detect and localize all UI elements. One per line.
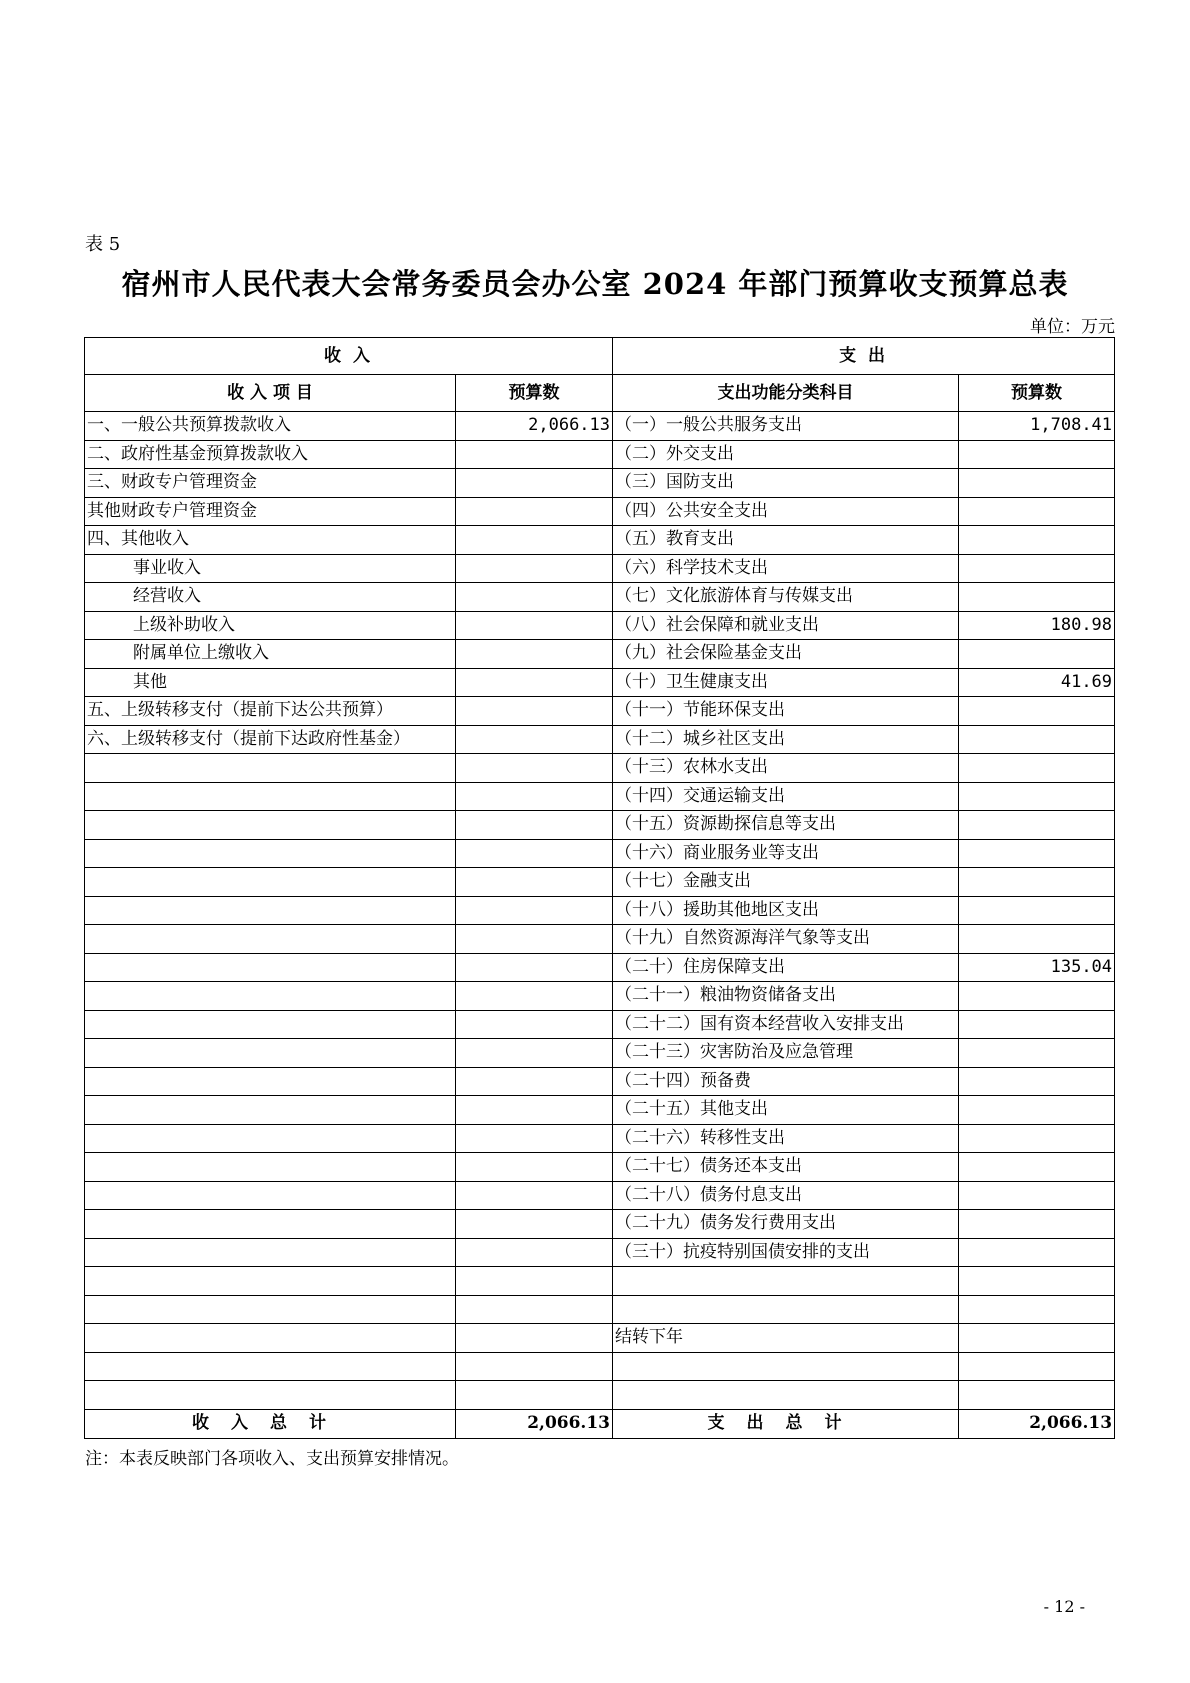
- income-item-cell: [85, 754, 456, 783]
- income-amount-cell: [456, 554, 613, 583]
- income-group-header: 收 入: [85, 338, 613, 375]
- table-row: [85, 811, 1115, 840]
- income-amount-cell: [456, 1295, 613, 1324]
- table-row: [85, 782, 1115, 811]
- expense-amount-cell: [959, 1010, 1115, 1039]
- income-item-cell: [85, 1067, 456, 1096]
- expense-amount-cell: [959, 640, 1115, 669]
- expense-amount-cell: [959, 1039, 1115, 1068]
- table-row: [85, 1295, 1115, 1324]
- total-row: [85, 1409, 1115, 1438]
- income-amount-cell: [456, 640, 613, 669]
- income-amount-header: 预算数: [456, 375, 613, 412]
- expense-item-cell: （十六）商业服务业等支出: [613, 839, 959, 868]
- expense-item-cell: （十三）农林水支出: [613, 754, 959, 783]
- expense-item-cell: （十八）援助其他地区支出: [613, 896, 959, 925]
- expense-item-cell: （五）教育支出: [613, 526, 959, 555]
- income-amount-cell: [456, 583, 613, 612]
- income-item-cell: 其他: [85, 668, 456, 697]
- income-amount-cell: [456, 925, 613, 954]
- expense-amount-cell: [959, 583, 1115, 612]
- expense-amount-cell: [959, 497, 1115, 526]
- table-row: [85, 583, 1115, 612]
- table-row: [85, 640, 1115, 669]
- expense-total-label: 支出总计: [613, 1409, 959, 1438]
- table-row: [85, 1381, 1115, 1410]
- income-item-cell: [85, 1267, 456, 1296]
- income-item-cell: [85, 1324, 456, 1353]
- expense-amount-cell: 1,708.41: [959, 412, 1115, 441]
- budget-summary-table: [84, 337, 1115, 1439]
- table-row: [85, 1352, 1115, 1381]
- expense-amount-cell: [959, 440, 1115, 469]
- income-item-cell: [85, 896, 456, 925]
- table-row: [85, 754, 1115, 783]
- footnote: 注：本表反映部门各项收入、支出预算安排情况。: [85, 1449, 459, 1469]
- table-row: [85, 1153, 1115, 1182]
- expense-item-cell: （十二）城乡社区支出: [613, 725, 959, 754]
- expense-amount-header: 预算数: [959, 375, 1115, 412]
- income-item-header: 收 入 项 目: [85, 375, 456, 412]
- expense-amount-cell: [959, 697, 1115, 726]
- expense-item-header: 支出功能分类科目: [613, 375, 959, 412]
- expense-amount-cell: [959, 725, 1115, 754]
- income-amount-cell: [456, 1238, 613, 1267]
- expense-item-cell: （三十）抗疫特别国债安排的支出: [613, 1238, 959, 1267]
- expense-item-cell: （一）一般公共服务支出: [613, 412, 959, 441]
- income-item-cell: [85, 868, 456, 897]
- expense-amount-cell: [959, 896, 1115, 925]
- expense-amount-cell: [959, 1381, 1115, 1410]
- table-row: [85, 1210, 1115, 1239]
- table-body: [85, 412, 1115, 1410]
- expense-item-cell: （二十九）债务发行费用支出: [613, 1210, 959, 1239]
- expense-item-cell: （八）社会保障和就业支出: [613, 611, 959, 640]
- income-item-cell: 四、其他收入: [85, 526, 456, 555]
- expense-item-cell: （二十八）债务付息支出: [613, 1181, 959, 1210]
- income-item-cell: [85, 1010, 456, 1039]
- expense-amount-cell: [959, 1267, 1115, 1296]
- table-row: [85, 1039, 1115, 1068]
- expense-item-cell: （六）科学技术支出: [613, 554, 959, 583]
- income-total-amount: 2,066.13: [456, 1409, 613, 1438]
- expense-amount-cell: [959, 526, 1115, 555]
- table-row: [85, 668, 1115, 697]
- income-amount-cell: [456, 839, 613, 868]
- expense-item-cell: 结转下年: [613, 1324, 959, 1353]
- expense-amount-cell: [959, 1210, 1115, 1239]
- expense-item-cell: （二十二）国有资本经营收入安排支出: [613, 1010, 959, 1039]
- income-amount-cell: [456, 469, 613, 498]
- income-item-cell: [85, 953, 456, 982]
- expense-item-cell: （二十六）转移性支出: [613, 1124, 959, 1153]
- income-item-cell: [85, 1381, 456, 1410]
- expense-item-cell: （二十五）其他支出: [613, 1096, 959, 1125]
- income-amount-cell: 2,066.13: [456, 412, 613, 441]
- income-item-cell: [85, 1096, 456, 1125]
- income-item-cell: [85, 925, 456, 954]
- table-row: [85, 1124, 1115, 1153]
- income-item-cell: 事业收入: [85, 554, 456, 583]
- expense-amount-cell: [959, 469, 1115, 498]
- expense-item-cell: [613, 1381, 959, 1410]
- expense-item-cell: （十）卫生健康支出: [613, 668, 959, 697]
- expense-amount-cell: [959, 868, 1115, 897]
- table-row: [85, 697, 1115, 726]
- table-column-header-row: [85, 375, 1115, 412]
- table-row: [85, 1238, 1115, 1267]
- income-amount-cell: [456, 497, 613, 526]
- expense-item-cell: （二）外交支出: [613, 440, 959, 469]
- expense-amount-cell: [959, 1352, 1115, 1381]
- income-item-cell: [85, 1181, 456, 1210]
- expense-amount-cell: [959, 1096, 1115, 1125]
- income-item-cell: 二、政府性基金预算拨款收入: [85, 440, 456, 469]
- income-amount-cell: [456, 526, 613, 555]
- expense-amount-cell: [959, 1153, 1115, 1182]
- table-row: [85, 469, 1115, 498]
- income-amount-cell: [456, 754, 613, 783]
- expense-amount-cell: [959, 1324, 1115, 1353]
- expense-item-cell: （十七）金融支出: [613, 868, 959, 897]
- expense-item-cell: （七）文化旅游体育与传媒支出: [613, 583, 959, 612]
- income-amount-cell: [456, 868, 613, 897]
- income-amount-cell: [456, 440, 613, 469]
- expense-amount-cell: [959, 1238, 1115, 1267]
- income-item-cell: [85, 782, 456, 811]
- income-item-cell: 经营收入: [85, 583, 456, 612]
- table-row: [85, 839, 1115, 868]
- income-item-cell: 五、上级转移支付（提前下达公共预算）: [85, 697, 456, 726]
- table-row: [85, 1010, 1115, 1039]
- expense-item-cell: （十九）自然资源海洋气象等支出: [613, 925, 959, 954]
- table-group-header-row: [85, 338, 1115, 375]
- table-row: [85, 412, 1115, 441]
- expense-amount-cell: [959, 1067, 1115, 1096]
- income-amount-cell: [456, 811, 613, 840]
- expense-item-cell: （三）国防支出: [613, 469, 959, 498]
- table-row: [85, 440, 1115, 469]
- table-row: [85, 1181, 1115, 1210]
- income-amount-cell: [456, 1039, 613, 1068]
- expense-item-cell: （十五）资源勘探信息等支出: [613, 811, 959, 840]
- income-amount-cell: [456, 1267, 613, 1296]
- income-amount-cell: [456, 1096, 613, 1125]
- page-title: 宿州市人民代表大会常务委员会办公室 2024 年部门预算收支预算总表: [121, 267, 1069, 301]
- expense-amount-cell: [959, 1295, 1115, 1324]
- expense-amount-cell: [959, 839, 1115, 868]
- table-row: [85, 1267, 1115, 1296]
- income-item-cell: [85, 1210, 456, 1239]
- expense-item-cell: （十四）交通运输支出: [613, 782, 959, 811]
- income-amount-cell: [456, 611, 613, 640]
- table-row: [85, 925, 1115, 954]
- expense-amount-cell: [959, 1181, 1115, 1210]
- expense-amount-cell: [959, 925, 1115, 954]
- income-item-cell: [85, 1352, 456, 1381]
- expense-item-cell: （十一）节能环保支出: [613, 697, 959, 726]
- table-row: [85, 982, 1115, 1011]
- income-amount-cell: [456, 1153, 613, 1182]
- page-number: - 12 -: [1043, 1597, 1085, 1616]
- income-amount-cell: [456, 896, 613, 925]
- income-amount-cell: [456, 982, 613, 1011]
- income-item-cell: 附属单位上缴收入: [85, 640, 456, 669]
- income-total-label: 收入总计: [85, 1409, 456, 1438]
- expense-amount-cell: 135.04: [959, 953, 1115, 982]
- expense-amount-cell: 41.69: [959, 668, 1115, 697]
- income-item-cell: [85, 1153, 456, 1182]
- expense-amount-cell: [959, 782, 1115, 811]
- income-amount-cell: [456, 1381, 613, 1410]
- income-item-cell: [85, 811, 456, 840]
- income-amount-cell: [456, 668, 613, 697]
- income-amount-cell: [456, 1010, 613, 1039]
- income-amount-cell: [456, 1352, 613, 1381]
- table-row: [85, 554, 1115, 583]
- table-row: [85, 1324, 1115, 1353]
- table-row: [85, 611, 1115, 640]
- income-item-cell: 其他财政专户管理资金: [85, 497, 456, 526]
- income-item-cell: 六、上级转移支付（提前下达政府性基金）: [85, 725, 456, 754]
- income-item-cell: [85, 1238, 456, 1267]
- expense-item-cell: （二十一）粮油物资储备支出: [613, 982, 959, 1011]
- table-row: [85, 1096, 1115, 1125]
- income-item-cell: [85, 982, 456, 1011]
- expense-amount-cell: [959, 554, 1115, 583]
- table-row: [85, 868, 1115, 897]
- table-label: 表 5: [85, 234, 121, 255]
- income-amount-cell: [456, 953, 613, 982]
- table-row: [85, 953, 1115, 982]
- table-row: [85, 725, 1115, 754]
- expense-amount-cell: [959, 982, 1115, 1011]
- expense-item-cell: （四）公共安全支出: [613, 497, 959, 526]
- income-amount-cell: [456, 725, 613, 754]
- expense-group-header: 支 出: [613, 338, 1115, 375]
- table-row: [85, 526, 1115, 555]
- income-amount-cell: [456, 1181, 613, 1210]
- income-amount-cell: [456, 782, 613, 811]
- income-amount-cell: [456, 1324, 613, 1353]
- expense-item-cell: （二十）住房保障支出: [613, 953, 959, 982]
- income-amount-cell: [456, 1067, 613, 1096]
- income-amount-cell: [456, 1124, 613, 1153]
- unit-label: 单位：万元: [1030, 317, 1115, 337]
- expense-item-cell: （二十七）债务还本支出: [613, 1153, 959, 1182]
- expense-item-cell: [613, 1295, 959, 1324]
- expense-total-amount: 2,066.13: [959, 1409, 1115, 1438]
- income-item-cell: 三、财政专户管理资金: [85, 469, 456, 498]
- income-item-cell: 一、一般公共预算拨款收入: [85, 412, 456, 441]
- expense-item-cell: [613, 1267, 959, 1296]
- expense-item-cell: （九）社会保险基金支出: [613, 640, 959, 669]
- income-item-cell: [85, 1039, 456, 1068]
- income-amount-cell: [456, 1210, 613, 1239]
- income-item-cell: [85, 839, 456, 868]
- expense-item-cell: （二十三）灾害防治及应急管理: [613, 1039, 959, 1068]
- expense-amount-cell: 180.98: [959, 611, 1115, 640]
- table-row: [85, 1067, 1115, 1096]
- expense-amount-cell: [959, 811, 1115, 840]
- income-item-cell: [85, 1295, 456, 1324]
- expense-item-cell: （二十四）预备费: [613, 1067, 959, 1096]
- expense-amount-cell: [959, 754, 1115, 783]
- expense-amount-cell: [959, 1124, 1115, 1153]
- expense-item-cell: [613, 1352, 959, 1381]
- income-amount-cell: [456, 697, 613, 726]
- income-item-cell: 上级补助收入: [85, 611, 456, 640]
- table-row: [85, 497, 1115, 526]
- income-item-cell: [85, 1124, 456, 1153]
- table-row: [85, 896, 1115, 925]
